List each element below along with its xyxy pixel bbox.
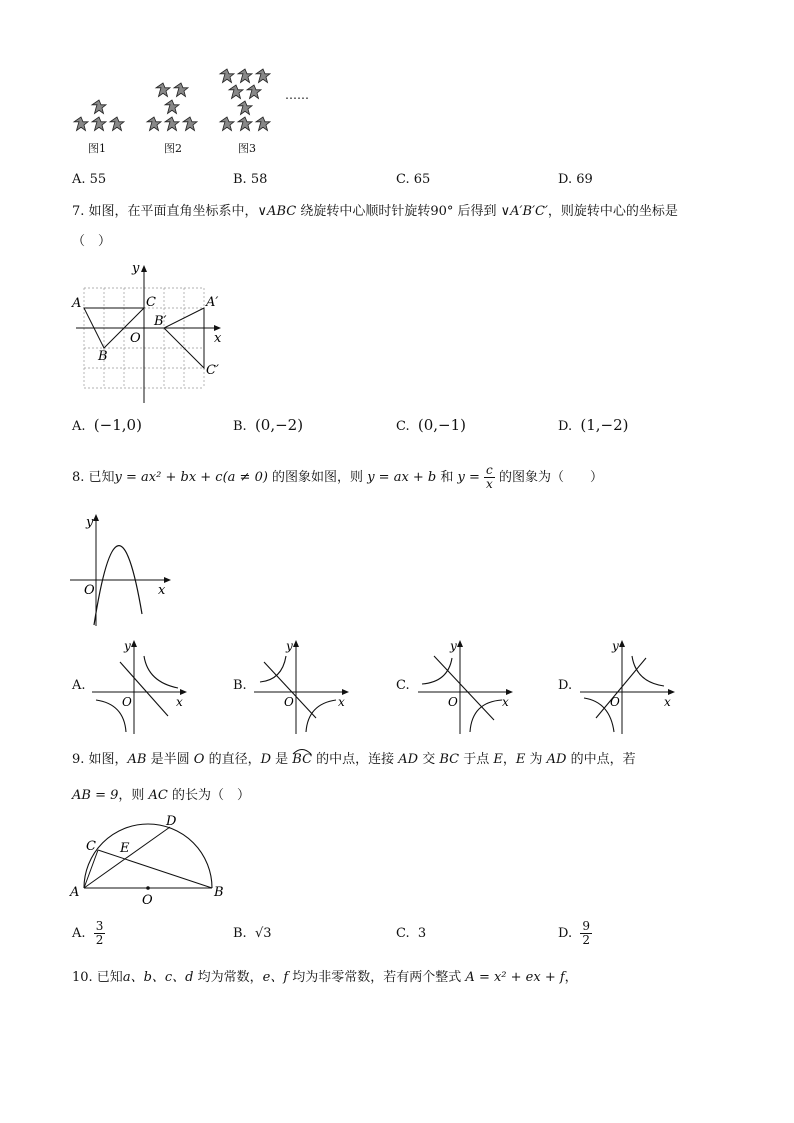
q6-option-d[interactable]: D. 69 [558, 172, 593, 187]
star-icon [238, 69, 252, 83]
option-value: (1,−2) [580, 416, 629, 434]
star-icon [238, 101, 252, 115]
label-O: O [448, 695, 458, 709]
star-icon [156, 83, 170, 97]
q9-text: 是 [271, 752, 293, 767]
q10-vars: e、f [262, 970, 289, 985]
option-value: (0,−2) [254, 416, 304, 434]
option-fraction [580, 920, 592, 947]
label-C: C [146, 295, 156, 310]
star-icon [174, 83, 188, 97]
q8-inverse-fraction [484, 464, 495, 491]
q8-quadratic: y = ax² + bx + c(a ≠ 0) [114, 470, 268, 485]
star-icon [92, 117, 106, 131]
option-letter: C. [396, 419, 410, 434]
q9-var: AD [398, 752, 419, 767]
arc-symbol-icon [292, 747, 312, 755]
q9-text: ，则 [118, 788, 149, 803]
label-x: x [158, 583, 166, 598]
option-value: 3 [417, 926, 427, 941]
q9-arc-bc [292, 752, 312, 767]
q9-var: BC [439, 752, 460, 767]
label-A-prime: A′ [206, 295, 219, 310]
q6-option-a[interactable]: A. 55 [72, 172, 107, 187]
q8-option-c-graph[interactable] [414, 636, 524, 736]
q8-text: 的图象为（ ） [494, 470, 603, 485]
q7-paren: （ ） [72, 234, 112, 249]
label-x: x [176, 695, 183, 709]
star-icon [165, 117, 179, 131]
label-A: A [70, 885, 80, 900]
q9-text: 于点 [459, 752, 494, 767]
star-icon [220, 117, 234, 131]
star-icon [247, 85, 261, 99]
fraction-denominator: 2 [95, 933, 104, 947]
fig-caption-2: 图2 [164, 142, 182, 155]
q9-var: O [193, 752, 205, 767]
option-value: √3 [254, 926, 272, 941]
q9-var: AC [148, 788, 168, 803]
label-O: O [142, 893, 153, 908]
star-icon [92, 100, 106, 114]
label-O: O [84, 583, 95, 598]
q8-option-d-graph[interactable] [576, 636, 686, 736]
label-y: y [132, 261, 140, 276]
q7-option-b[interactable] [233, 416, 303, 434]
q7-option-a[interactable] [72, 416, 142, 434]
q9-text: 的中点，若 [566, 752, 636, 767]
q7-coordinate-figure [66, 258, 236, 408]
q8-option-a-label[interactable]: A. [72, 678, 86, 693]
q9-option-a[interactable] [72, 920, 105, 947]
q10-polynomial: A = x² + ex + f [465, 970, 565, 985]
q7-text: 7. 如图，在平面直角坐标系中， [72, 204, 258, 219]
option-value: (0,−1) [417, 416, 467, 434]
option-letter: B. [233, 419, 247, 434]
q7-triangle-abc: ∨ABC [257, 204, 297, 219]
q7-option-d[interactable] [558, 416, 629, 434]
option-letter: B. [233, 926, 247, 941]
q9-var: AB [127, 752, 147, 767]
q9-text: 的长为（ ） [167, 788, 250, 803]
option-letter: A. [72, 926, 86, 941]
q9-option-d[interactable] [558, 920, 592, 947]
fraction-numerator: 9 [582, 919, 590, 933]
label-x: x [338, 695, 345, 709]
star-icon [220, 69, 234, 83]
fraction-numerator: c [486, 463, 493, 477]
label-C: C [86, 839, 96, 854]
q8-option-c-label[interactable]: C. [396, 678, 410, 693]
option-letter: D. [558, 419, 573, 434]
label-y: y [612, 639, 619, 653]
label-y: y [450, 639, 457, 653]
q9-text: 为 [525, 752, 547, 767]
label-A: A [72, 296, 82, 311]
label-x: x [214, 331, 222, 346]
star-icon [256, 117, 270, 131]
q7-stem [72, 202, 752, 222]
q6-option-b[interactable]: B. 58 [233, 172, 268, 187]
star-icon [256, 69, 270, 83]
label-B-prime: B′ [154, 314, 167, 329]
q9-text: 的直径， [204, 752, 261, 767]
label-D: D [166, 814, 177, 829]
q9-text: 是半圆 [146, 752, 194, 767]
fraction-denominator: 2 [582, 933, 590, 947]
q8-option-b-label[interactable]: B. [233, 678, 247, 693]
q8-text: 和 [436, 470, 458, 485]
q8-stem [72, 464, 752, 491]
option-letter: C. [396, 926, 410, 941]
q8-option-a-graph[interactable] [88, 636, 198, 736]
star-icon [110, 117, 124, 131]
label-x: x [502, 695, 509, 709]
star-icon [183, 117, 197, 131]
fig-caption-1: 图1 [88, 142, 106, 155]
q7-option-c[interactable] [396, 416, 466, 434]
q9-option-b[interactable] [233, 926, 272, 941]
ellipsis: …… [285, 88, 309, 102]
option-value: (−1,0) [93, 416, 142, 434]
label-y: y [86, 515, 94, 530]
label-O: O [610, 695, 620, 709]
q6-option-c[interactable]: C. 65 [396, 172, 431, 187]
q9-var: D [260, 752, 272, 767]
q10-stem [72, 968, 752, 988]
option-letter: A. [72, 419, 86, 434]
label-O: O [122, 695, 132, 709]
q10-text: 10. 已知 [72, 970, 123, 985]
q10-text: 均为常数， [193, 970, 263, 985]
star-icon [147, 117, 161, 131]
fraction-denominator: x [486, 477, 493, 491]
fraction-numerator: 3 [95, 919, 104, 933]
q8-text: 的图象如图，则 [267, 470, 368, 485]
label-y: y [286, 639, 293, 653]
q8-text: 8. 已知 [72, 470, 115, 485]
q8-parabola-figure [66, 510, 176, 630]
q9-var: E [493, 752, 503, 767]
q7-angle: 90° [430, 204, 454, 219]
q10-text: 均为非零常数，若有两个整式 [288, 970, 466, 985]
label-C-prime: C′ [206, 363, 219, 378]
q7-text: 绕旋转中心顺时针旋转 [296, 204, 431, 219]
star-icon [238, 117, 252, 131]
star-icon [229, 85, 243, 99]
q9-stem-line2 [72, 786, 250, 806]
q9-semicircle-figure [66, 808, 236, 908]
q8-option-d-label[interactable]: D. [558, 678, 573, 693]
label-O: O [284, 695, 294, 709]
option-letter: D. [558, 926, 573, 941]
label-O: O [130, 331, 141, 346]
q9-text: ， [502, 752, 516, 767]
label-E: E [120, 841, 130, 856]
label-B: B [98, 349, 108, 364]
fig-caption-3: 图3 [238, 142, 256, 155]
q7-text: ，则旋转中心的坐标是 [547, 204, 678, 219]
label-x: x [664, 695, 671, 709]
q8-linear: y = ax + b [367, 470, 437, 485]
q8-inverse-lhs: y = [457, 470, 480, 485]
q9-stem-line1 [72, 750, 752, 770]
q8-option-b-graph[interactable] [250, 636, 360, 736]
q7-text: 后得到 [453, 204, 501, 219]
label-y: y [124, 639, 131, 653]
star-icon [74, 117, 88, 131]
label-B: B [214, 885, 224, 900]
star-icon [165, 100, 179, 114]
q9-var: AD [546, 752, 567, 767]
option-fraction [94, 920, 106, 947]
q10-vars: a、b、c、d [122, 970, 194, 985]
q9-text: 的中点，连接 [312, 752, 399, 767]
q10-text: ， [564, 970, 578, 985]
q9-var: BC [292, 752, 313, 767]
q9-text: 交 [418, 752, 440, 767]
q9-var: E [515, 752, 526, 767]
q9-condition: AB = 9 [72, 788, 119, 803]
q9-option-c[interactable] [396, 926, 426, 941]
q7-triangle-abc-prime: ∨A′B′C′ [500, 204, 548, 219]
q9-text: 9. 如图， [72, 752, 128, 767]
